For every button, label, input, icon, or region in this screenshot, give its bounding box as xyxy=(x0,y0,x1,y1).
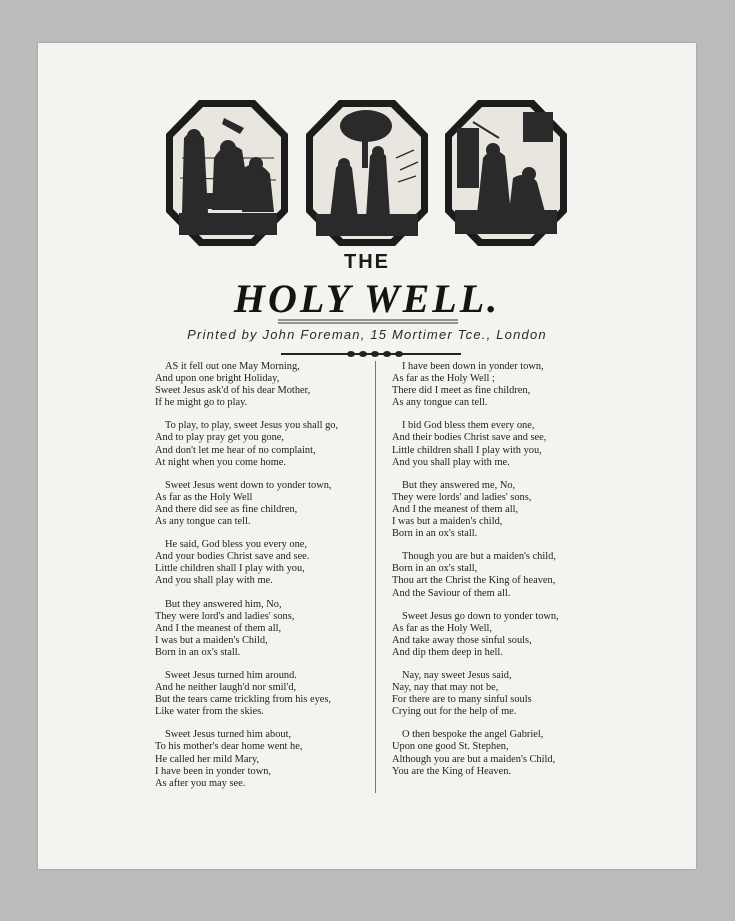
verse-line: But they answered me, No, xyxy=(402,479,516,491)
verse-column-right xyxy=(384,361,609,789)
verse-line: Nay, nay sweet Jesus said, xyxy=(402,669,512,681)
verse-line: And upon one bright Holiday, xyxy=(155,373,280,385)
verse-line: As after you may see. xyxy=(155,777,246,789)
stanza xyxy=(147,361,372,409)
woodcut-right-icon xyxy=(443,98,569,248)
title-underline xyxy=(278,319,458,325)
verse-line: Like water from the skies. xyxy=(155,706,264,718)
verse-line: For there are to many sinful souls xyxy=(392,694,532,706)
verse-line: Sweet Jesus turned him about, xyxy=(165,729,292,741)
stanza xyxy=(384,480,609,540)
verse-line: At night when you come home. xyxy=(155,456,287,468)
stanza xyxy=(147,480,372,528)
verse-line: And don't let me hear of no complaint, xyxy=(155,444,316,456)
verse-line: He called her mild Mary, xyxy=(155,753,260,765)
verse-line: And their bodies Christ save and see, xyxy=(392,432,547,444)
verse-line: And the Saviour of them all. xyxy=(392,587,511,599)
verse-line: Sweet Jesus turned him around. xyxy=(165,669,297,681)
verse-line: I bid God bless them every one, xyxy=(402,420,535,432)
page-title: HOLY WELL. xyxy=(233,276,501,321)
broadside-sheet xyxy=(38,43,696,869)
ornament-rule-icon xyxy=(281,349,461,359)
title-small: THE xyxy=(344,251,390,273)
column-divider xyxy=(375,361,376,793)
verse-line: He said, God bless you every one, xyxy=(165,539,307,551)
verse-line: And I the meanest of them all, xyxy=(392,503,519,515)
stanza xyxy=(147,729,372,789)
stanza xyxy=(384,361,609,409)
verse-line: AS it fell out one May Morning, xyxy=(165,361,300,372)
verse-line: But they answered him, No, xyxy=(165,598,282,610)
verse-line: Thou art the Christ the King of heaven, xyxy=(392,575,556,587)
verse-line: They were lord's and ladies' sons, xyxy=(155,610,295,622)
verse-line: I have been down in yonder town, xyxy=(402,361,544,372)
verse-line: But the tears came trickling from his eyes, xyxy=(155,694,332,706)
verse-line: As any tongue can tell. xyxy=(392,397,488,409)
verse-line: I have been in yonder town, xyxy=(155,765,271,777)
verse-line: Although you are but a maiden's Child, xyxy=(392,753,556,765)
verse-line: I was but a maiden's child, xyxy=(392,516,503,528)
woodcut-center-icon xyxy=(304,98,430,248)
woodcut-strip xyxy=(38,98,696,248)
verse-line: To his mother's dear home went he, xyxy=(155,741,303,753)
verse-line: There did I meet as fine children, xyxy=(392,385,531,397)
verse-line: And I the meanest of them all, xyxy=(155,622,282,634)
stanza xyxy=(384,670,609,718)
verse-line: Sweet Jesus ask'd of his dear Mother, xyxy=(155,385,311,397)
woodcut-left-icon xyxy=(164,98,290,248)
verse-line: Nay, nay that may not be, xyxy=(392,682,499,694)
verse-line: And to play pray get you gone, xyxy=(155,432,284,444)
verse-line: Upon one good St. Stephen, xyxy=(392,741,509,753)
stanza xyxy=(147,599,372,659)
verse-line: And your bodies Christ save and see. xyxy=(155,551,310,563)
stanza xyxy=(384,551,609,599)
verse-line: Born in an ox's stall. xyxy=(155,646,241,658)
printer-imprint: Printed by John Foreman, 15 Mortimer Tce., London xyxy=(187,327,547,342)
verse-line: Born in an ox's stall. xyxy=(392,528,478,540)
verse-line: Though you are but a maiden's child, xyxy=(402,551,556,563)
verse-line: And dip them deep in hell. xyxy=(392,646,503,658)
verse-line: As far as the Holy Well, xyxy=(392,622,492,634)
verse-column-left xyxy=(147,361,372,801)
verse-line: Born in an ox's stall, xyxy=(392,563,478,575)
verse-line: As any tongue can tell. xyxy=(155,516,251,528)
stanza xyxy=(384,611,609,659)
verse-line: Sweet Jesus go down to yonder town, xyxy=(402,610,559,622)
verse-line: Crying out for the help of me. xyxy=(392,706,517,718)
verse-line: If he might go to play. xyxy=(155,397,248,409)
stanza xyxy=(147,670,372,718)
verse-line: And take away those sinful souls, xyxy=(392,634,532,646)
verse-line: You are the King of Heaven. xyxy=(392,765,511,777)
verse-line: And you shall play with me. xyxy=(155,575,273,587)
stanza xyxy=(147,420,372,468)
verse-line: And he neither laugh'd nor smil'd, xyxy=(155,682,297,694)
verse-line: As far as the Holy Well xyxy=(155,491,253,503)
verse-line: O then bespoke the angel Gabriel, xyxy=(402,729,544,741)
verse-line: Little children shall I play with you, xyxy=(155,563,305,575)
verse-line: As far as the Holy Well ; xyxy=(392,373,495,385)
verse-line: They were lords' and ladies' sons, xyxy=(392,491,532,503)
verse-line: Sweet Jesus went down to yonder town, xyxy=(165,479,332,491)
verse-line: And there did see as fine children, xyxy=(155,503,298,515)
verse-line: And you shall play with me. xyxy=(392,456,510,468)
stanza xyxy=(147,539,372,587)
stanza xyxy=(384,729,609,777)
verse-line: I was but a maiden's Child, xyxy=(155,634,268,646)
stanza xyxy=(384,420,609,468)
verse-line: Little children shall I play with you, xyxy=(392,444,542,456)
verse-line: To play, to play, sweet Jesus you shall go, xyxy=(165,420,339,432)
